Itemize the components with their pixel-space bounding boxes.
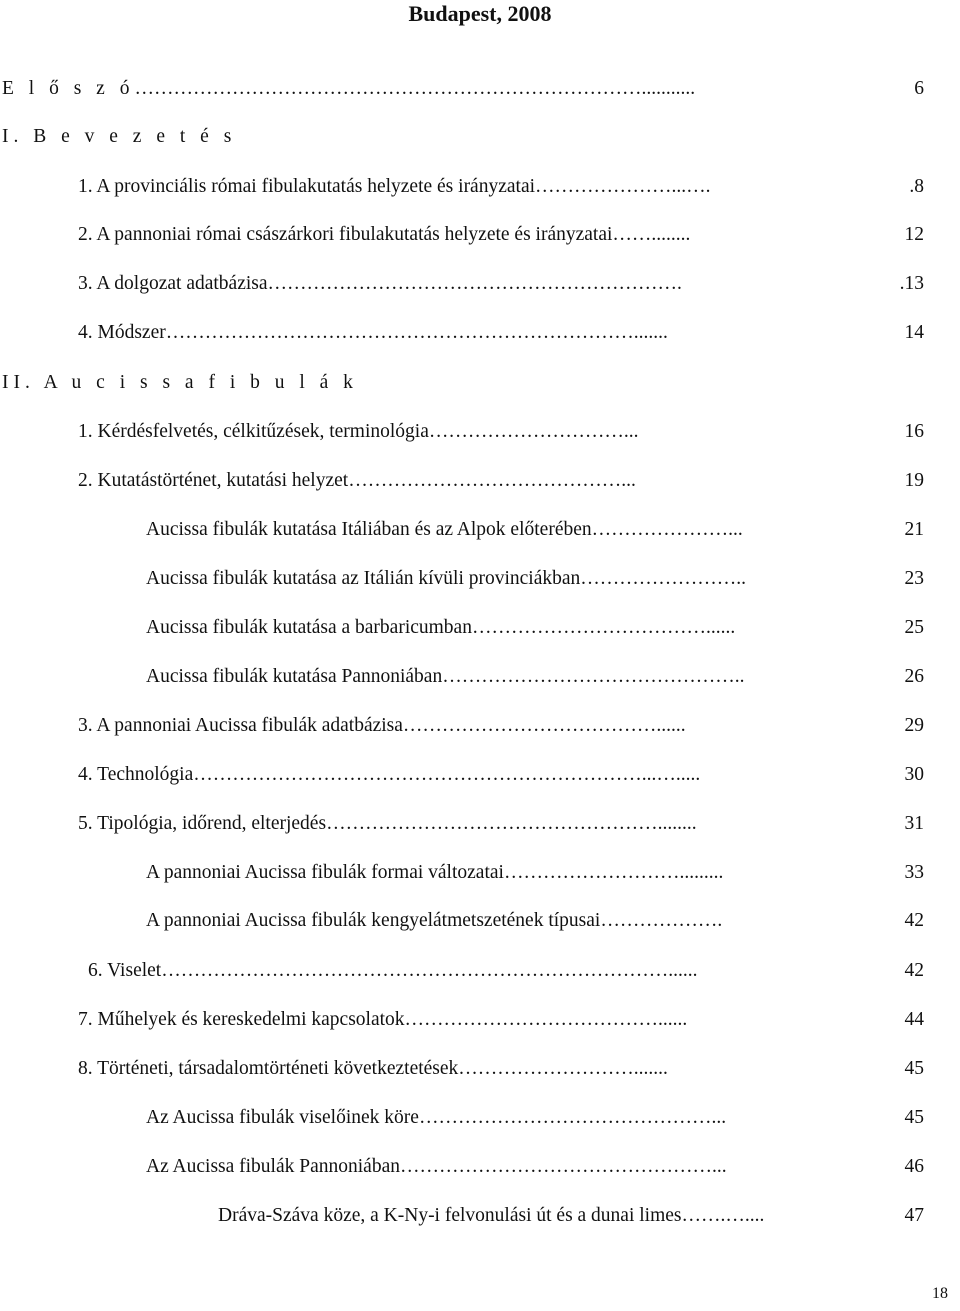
toc-entry (146, 564, 924, 594)
toc-entry-page: .13 (899, 273, 924, 294)
toc-entry (78, 711, 924, 741)
toc-entry-page: 42 (904, 910, 924, 931)
toc-entry-leader: …………………... (591, 519, 743, 540)
toc-entry (78, 1005, 924, 1035)
page-header (0, 0, 960, 28)
toc-entry (218, 1201, 924, 1231)
toc-entry-leader: ………………………………...... (471, 617, 736, 638)
toc-entry (2, 368, 924, 398)
toc-entry-leader: ……………………………………………........ (326, 813, 697, 834)
toc-entry-page: 16 (904, 421, 924, 442)
toc-entry-title: Aucissa fibulák kutatása Itáliában és az Alpok előterében (146, 519, 592, 540)
toc-entry-leader: ……………………………………….. (442, 666, 745, 687)
toc-entry-title: 2. A pannoniai római császárkori fibulakutatás helyzete és irányzatai (78, 224, 613, 245)
toc-entry-title: 4. Technológia (78, 764, 194, 785)
toc-entry (78, 220, 924, 250)
toc-entry-leader: …………………….. (580, 568, 747, 589)
toc-entry-leader: …………………...…. (535, 176, 711, 197)
toc-entry-page: 21 (904, 519, 924, 540)
toc-entry-page: 47 (904, 1205, 924, 1226)
toc-entry-page: 29 (904, 715, 924, 736)
toc-entry (78, 760, 924, 790)
toc-entry-page: 23 (904, 568, 924, 589)
toc-entry-leader: ……………………………………………………………………........... (134, 78, 696, 99)
toc-entry-leader: …………………………………...... (402, 715, 686, 736)
toc-entry (78, 172, 924, 202)
toc-entry (88, 956, 924, 986)
toc-entry-page: 12 (904, 224, 924, 245)
toc-entry-title: 6. Viselet (88, 960, 162, 981)
header-title: Budapest, 2008 (408, 1, 552, 26)
toc-entry (146, 662, 924, 692)
toc-entry-page: 44 (904, 1009, 924, 1030)
toc-entry-leader: ………………………......... (503, 862, 724, 883)
toc-entry-page: 42 (904, 960, 924, 981)
toc-entry-title: Az Aucissa fibulák Pannoniában (146, 1156, 400, 1177)
toc-entry-page: 19 (904, 470, 924, 491)
toc-entry-leader: …….….... (681, 1205, 765, 1226)
toc-entry (78, 417, 924, 447)
toc-entry (146, 1152, 924, 1182)
toc-entry-title: Aucissa fibulák kutatása a barbaricumban (146, 617, 472, 638)
toc-entry-page: 33 (904, 862, 924, 883)
toc-entry-page: 25 (904, 617, 924, 638)
toc-entry-page: 30 (904, 764, 924, 785)
toc-entry-title: I. B e v e z e t é s (2, 126, 237, 147)
toc-entry (78, 1054, 924, 1084)
toc-entry-page: 6 (914, 78, 924, 99)
toc-entry-leader: …………………………………………... (400, 1156, 727, 1177)
toc-entry-title: II. A u c i s s a f i b u l á k (2, 372, 358, 393)
toc-entry-leader: ……………………………………………………………………...... (161, 960, 698, 981)
toc-entry-leader: ………………………....... (458, 1058, 668, 1079)
toc-entry-leader: ………………. (600, 910, 723, 931)
toc-entry (2, 122, 924, 152)
toc-entry (78, 466, 924, 496)
toc-entry-leader: ………………………………………... (418, 1107, 727, 1128)
toc-entry-title: Aucissa fibulák kutatása az Itálián kívüli provinciákban (146, 568, 581, 589)
toc-entry-title: 1. A provinciális római fibulakutatás helyzete és irányzatai (78, 176, 536, 197)
toc-entry (78, 269, 924, 299)
toc-entry-page: .8 (909, 176, 924, 197)
toc-entry-page: 14 (904, 322, 924, 343)
toc-entry-title: 1. Kérdésfelvetés, célkitűzések, terminológia (78, 421, 429, 442)
toc-entry-leader: ……........ (612, 224, 691, 245)
toc-entry-title: Aucissa fibulák kutatása Pannoniában (146, 666, 443, 687)
toc-entry-page: 31 (904, 813, 924, 834)
toc-entry-page: 45 (904, 1058, 924, 1079)
page-number: 18 (932, 1285, 948, 1302)
toc-entry-leader: ……………………………………... (348, 470, 636, 491)
toc-entry (146, 1103, 924, 1133)
toc-entry (78, 809, 924, 839)
toc-entry-leader: ………………………………………………………. (267, 273, 682, 294)
toc-entry (146, 613, 924, 643)
toc-entry-title: Az Aucissa fibulák viselőinek köre (146, 1107, 419, 1128)
toc-entry-leader: ………………………………………………………………....... (165, 322, 668, 343)
toc-entry (146, 515, 924, 545)
toc-entry-page: 26 (904, 666, 924, 687)
toc-entry-title: 5. Tipológia, időrend, elterjedés (78, 813, 327, 834)
toc-entry-page: 45 (904, 1107, 924, 1128)
toc-entry-leader: …………………………………...... (404, 1009, 688, 1030)
toc-entry-title: 3. A pannoniai Aucissa fibulák adatbázisa (78, 715, 403, 736)
toc-entry-leader: ……………………………………………………………...…..... (193, 764, 701, 785)
toc-entry (146, 858, 924, 888)
toc-entry-title: 2. Kutatástörténet, kutatási helyzet (78, 470, 349, 491)
toc-entry-title: A pannoniai Aucissa fibulák formai változatai (146, 862, 504, 883)
toc-entry-title: Dráva-Száva köze, a K-Ny-i felvonulási út és a dunai limes (218, 1205, 682, 1226)
toc-entry-title: 8. Történeti, társadalomtörténeti következtetések (78, 1058, 459, 1079)
toc-entry-title: 4. Módszer (78, 322, 166, 343)
toc-entry-leader: …………………………... (428, 421, 639, 442)
toc-entry (146, 906, 924, 936)
toc-entry-title: 7. Műhelyek és kereskedelmi kapcsolatok (78, 1009, 405, 1030)
toc-entry-title: A pannoniai Aucissa fibulák kengyelátmetszetének típusai (146, 910, 601, 931)
toc-entry-title: E l ő s z ó (2, 78, 135, 99)
toc-entry (2, 74, 924, 104)
toc-entry-title: 3. A dolgozat adatbázisa (78, 273, 268, 294)
toc-entry-page: 46 (904, 1156, 924, 1177)
toc-entry (78, 318, 924, 348)
